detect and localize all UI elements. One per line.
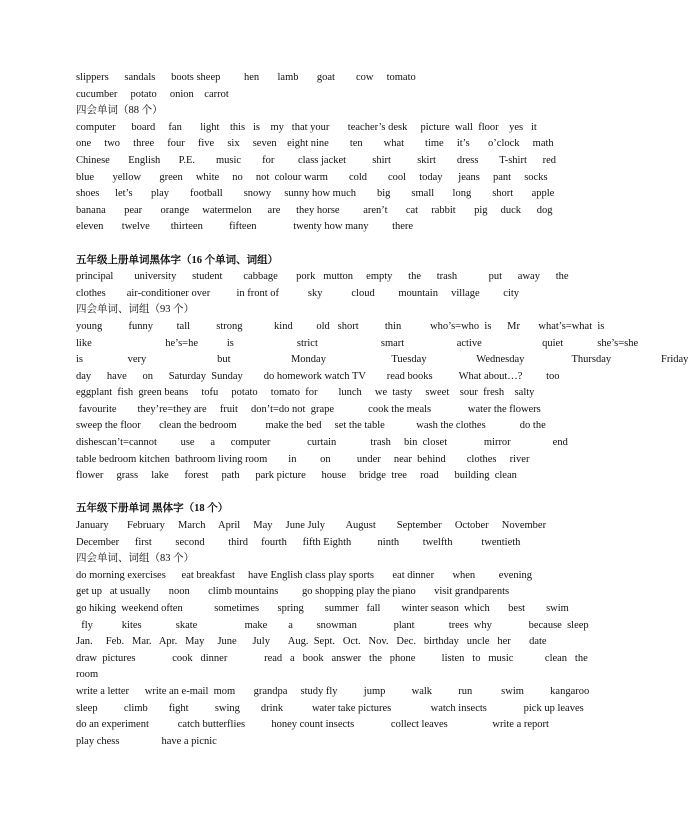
text-line: one two three four five six seven eight nine ten what time it’s o’clock math	[76, 138, 554, 150]
text-line: dishescan’t=cannot use a computer curtain trash bin closet mirror end	[76, 437, 568, 449]
text-line: is very but Monday Tuesday Wednesday Thursday Friday	[76, 354, 688, 366]
text-line: principal university student cabbage pork mutton empty the trash put away the	[76, 271, 569, 283]
blank-line	[76, 485, 556, 502]
text-line: do an experiment catch butterflies honey count insects collect leaves write a report	[76, 719, 549, 731]
text-line: eggplant fish green beans tofu potato tomato for lunch we tasty sweet sour fresh salty	[76, 387, 535, 399]
text-line: draw pictures cook dinner read a book answer the phone listen to music clean the	[76, 652, 588, 664]
section-heading: 五年级上册单词黑体字（16 个单词、词组）	[76, 254, 279, 266]
text-line: Chinese English P.E. music for class jacket shirt skirt dress T-shirt red	[76, 154, 557, 166]
text-line: favourite they’re=they are fruit don’t=do not grape cook the meals water the flowers	[76, 403, 541, 415]
text-line: 四会单词（88 个）	[76, 105, 163, 117]
text-line: clothes air-conditioner over in front of sky cloud mountain village city	[76, 287, 520, 299]
text-line: sleep climb fight swing drink water take pictures watch insects pick up leaves	[76, 702, 584, 714]
text-line: write a letter write an e-mail mom grandpa study fly jump walk run swim kangaroo	[76, 685, 590, 697]
text-line: December first second third fourth fifth Eighth ninth twelfth twentieth	[76, 536, 521, 548]
text-line: go hiking weekend often sometimes spring summer fall winter season which best swim	[76, 603, 569, 614]
blank-line	[76, 236, 556, 253]
text-line: fly kites skate make a snowman plant trees why because sleep	[76, 619, 589, 631]
text-line: flower grass lake forest path park picture house bridge tree road building clean	[76, 470, 517, 482]
text-line: January February March April May June July August September October November	[76, 520, 547, 532]
document-page	[76, 70, 688, 750]
text-line: Jan. Feb. Mar. Apr. May June July Aug. Sept. Oct. Nov. Dec. birthday uncle her date	[76, 636, 547, 648]
text-line: computer board fan light this is my that your teacher’s desk picture wall floor yes it	[76, 121, 537, 133]
text-line: sweep the floor clean the bedroom make the bed set the table wash the clothes do the	[76, 420, 546, 432]
text-line: like he’s=he is strict smart active quiet she’s=she	[76, 337, 639, 349]
text-line: young funny tall strong kind old short thin who’s=who is Mr what’s=what is	[76, 320, 605, 332]
text-line: banana pear orange watermelon are they horse aren’t cat rabbit pig duck dog	[76, 204, 553, 216]
text-line: eleven twelve thirteen fifteen twenty how many there	[76, 221, 414, 233]
text-line: slippers sandals boots sheep hen lamb goat cow tomato	[76, 72, 416, 83]
text-line: table bedroom kitchen bathroom living room in on under near behind clothes river	[76, 453, 530, 465]
section-heading: 五年级下册单词 黑体字（18 个）	[76, 503, 229, 515]
text-line: cucumber potato onion carrot	[76, 88, 229, 100]
text-line: 四会单词、词组（93 个）	[76, 304, 195, 316]
text-line: do morning exercises eat breakfast have English class play sports eat dinner when evening	[76, 569, 533, 581]
text-line: room	[76, 669, 99, 681]
text-line: blue yellow green white no not colour warm cold cool today jeans pant socks	[76, 171, 548, 183]
text-line: play chess have a picnic	[76, 735, 217, 747]
text-line: 四会单词、词组（83 个）	[76, 553, 195, 565]
text-line: day have on Saturday Sunday do homework watch TV read books What about…? too	[76, 370, 560, 382]
text-line: get up at usually noon climb mountains go shopping play the piano visit grandparents	[76, 586, 510, 598]
text-line: shoes let’s play football snowy sunny how much big small long short apple	[76, 188, 555, 200]
